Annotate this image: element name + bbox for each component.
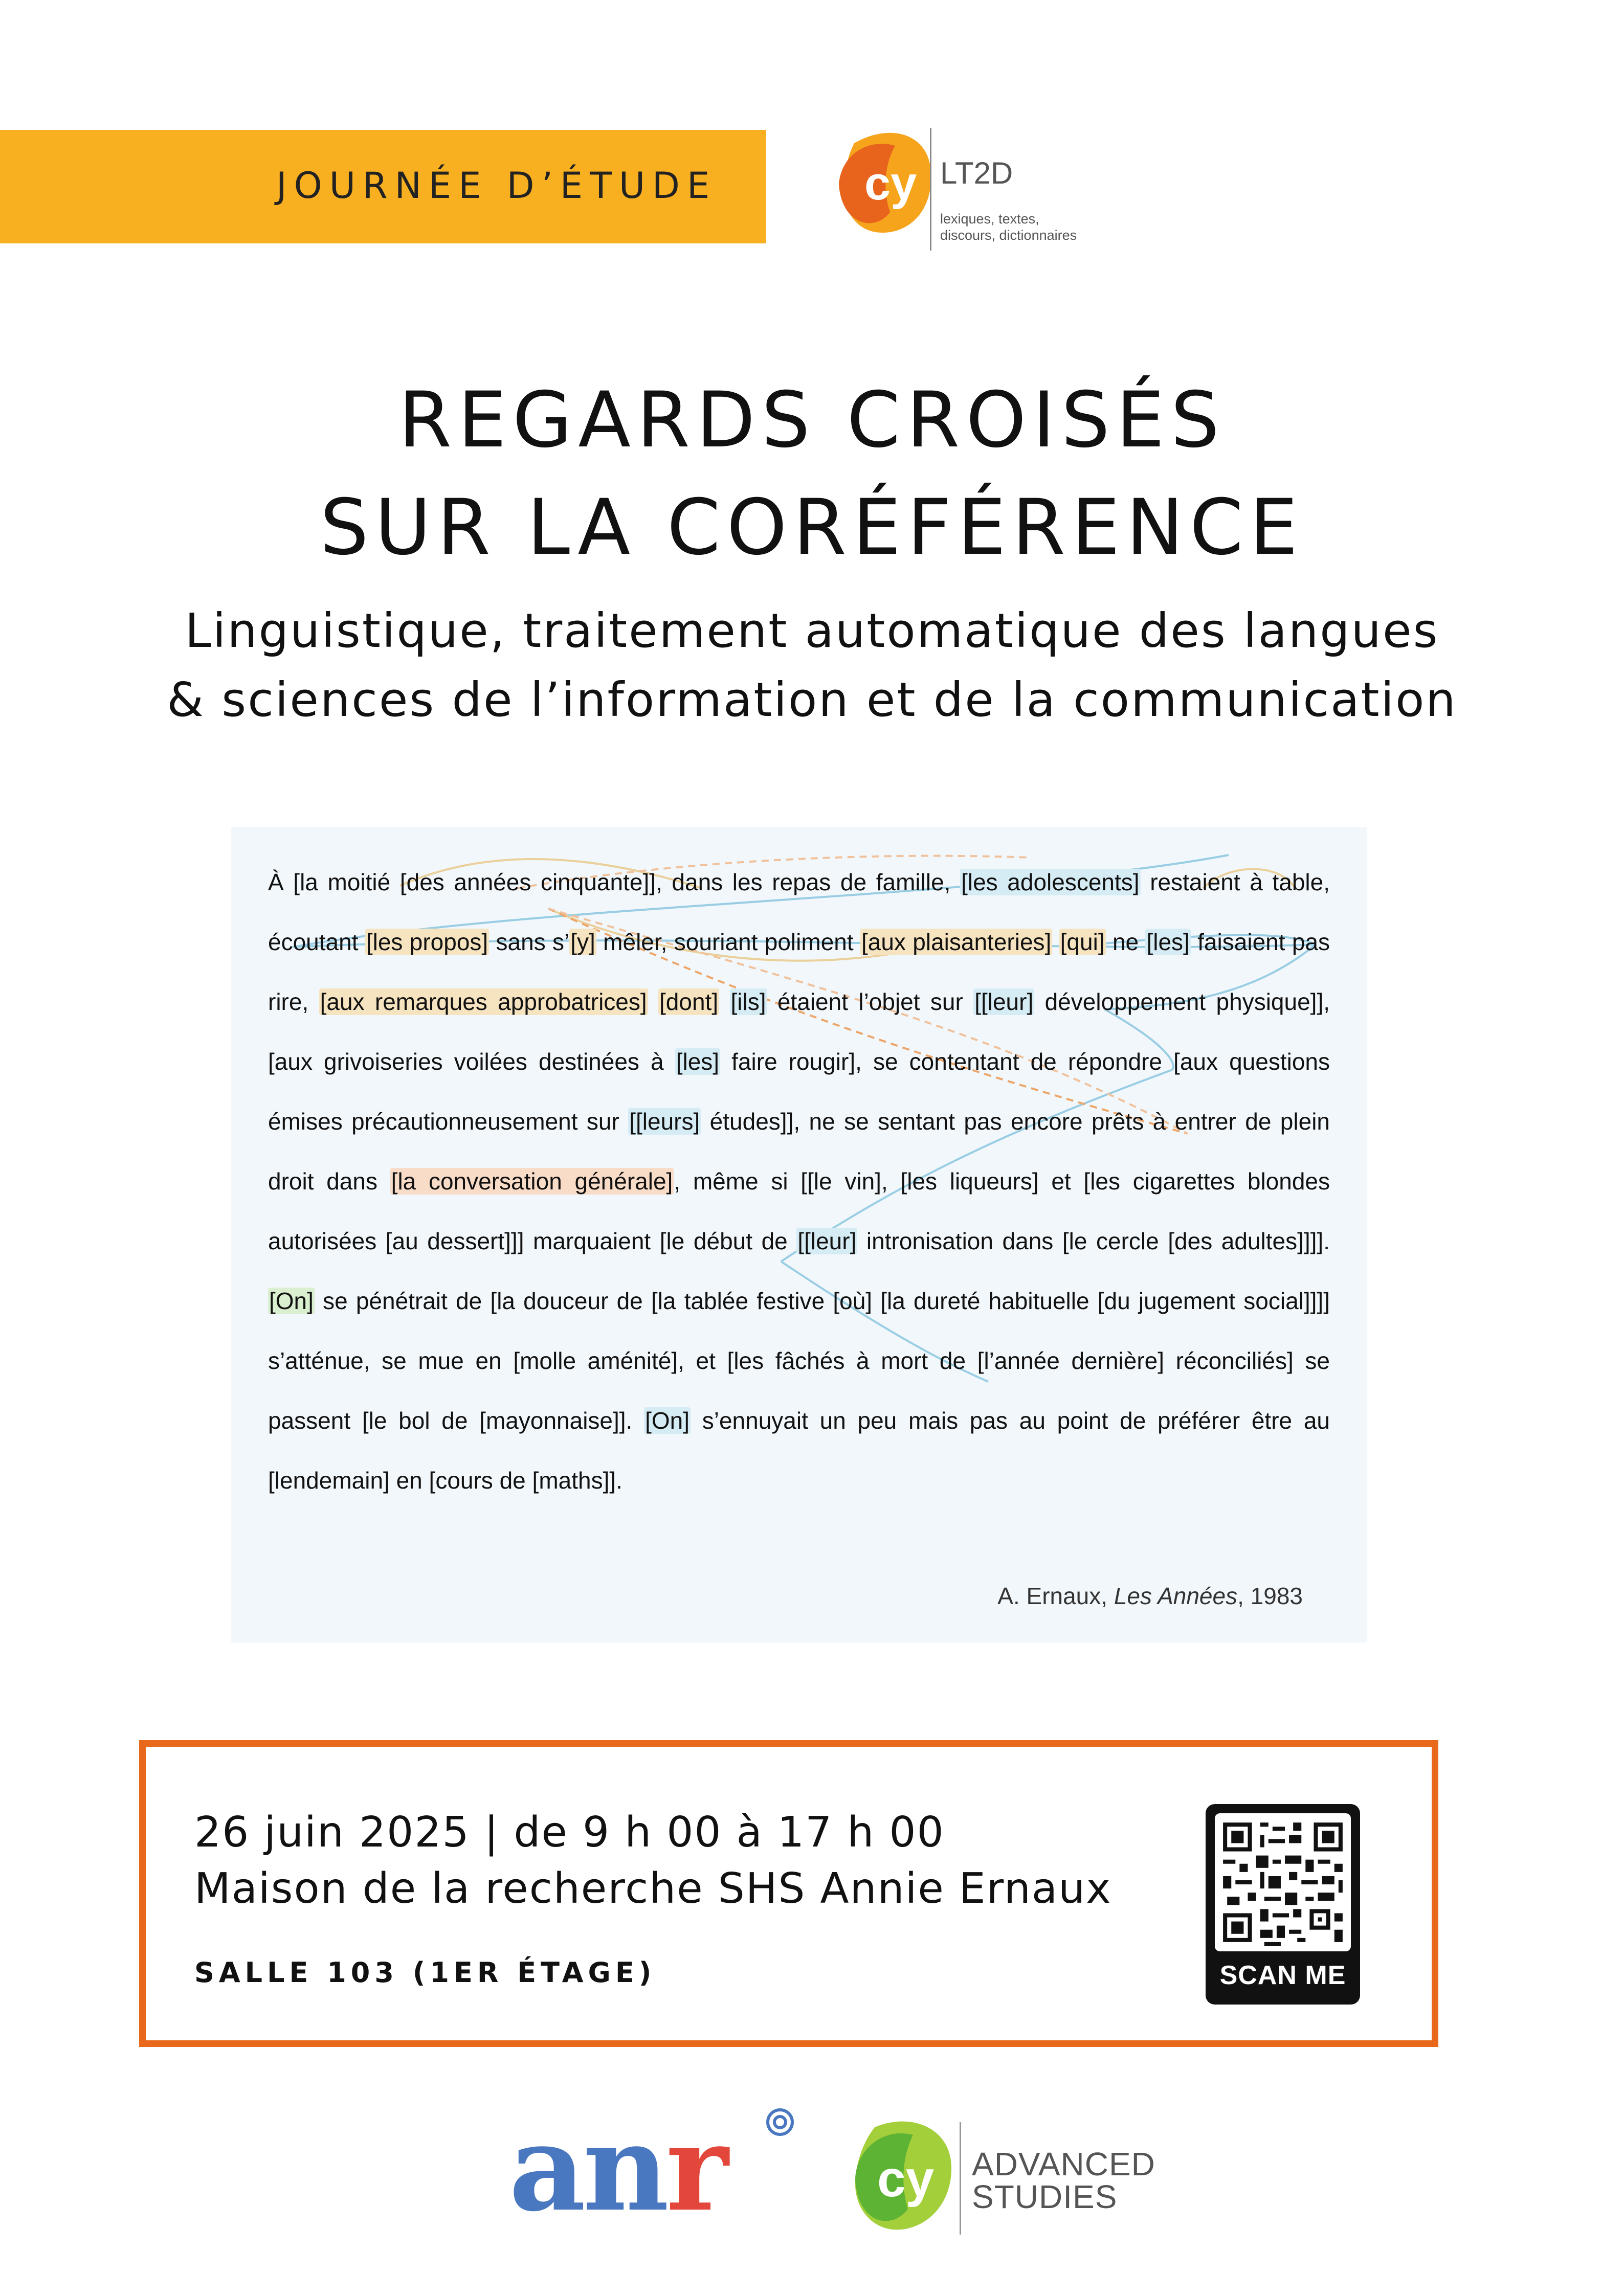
event-info-box (139, 1740, 1438, 2047)
mention-highlight: [qui] (1060, 929, 1105, 955)
mention-highlight: [dont] (659, 988, 719, 1015)
quote-text-segment: À [la moitié [des années cinquante]], dans les repas de famille, (268, 869, 961, 895)
mention-highlight: [[leur] (974, 988, 1034, 1015)
cy-advanced-line-2: STUDIES (972, 2178, 1118, 2215)
quote-text-segment (648, 988, 658, 1015)
quote-text-segment: s’ennuyait un peu mais pas au point de préférer être au [lendemain] en [cours de [maths]]. (268, 1407, 1330, 1494)
annotated-quote-box (231, 827, 1367, 1642)
attribution-year: , 1983 (1237, 1583, 1303, 1609)
mention-highlight: [On] (269, 1288, 314, 1314)
mention-highlight: [[leur] (797, 1228, 857, 1254)
page-title-line-1: REGARDS CROISÉS (398, 376, 1226, 465)
mention-highlight: [y] (570, 929, 595, 955)
quote-text-segment (719, 988, 729, 1015)
anr-letter-r: r (666, 2098, 726, 2238)
cy-logo-mark (834, 123, 936, 256)
mention-highlight: [les adolescents] (961, 869, 1140, 895)
qr-code-icon (1215, 1813, 1351, 1951)
quote-attribution (997, 1582, 1303, 1610)
quote-text-segment: se pénétrait de [la douceur de [la tablée festive [où] [la dureté habituelle [du jugement social]]]] s’atténue, se mue en [molle aménité], et [les fâchés à mort de [l’année dernière] réconciliés] se passent [le bol de [mayonnaise]]. (268, 1288, 1330, 1434)
anr-circle-icon (765, 2107, 795, 2137)
quote-text-segment: développement physique]], [aux grivoiseries voilées destinées à (268, 988, 1330, 1075)
mention-highlight: [On] (645, 1407, 690, 1434)
anr-letter-a: a (509, 2098, 583, 2238)
qr-code-badge[interactable] (1206, 1804, 1360, 2005)
lt2d-tagline-2: discours, dictionnaires (940, 228, 1077, 243)
mention-highlight: [aux remarques approbatrices] (320, 988, 647, 1015)
quote-text-segment: faire rougir], se contentant de répondre [aux questions émises précautionneusement sur (268, 1048, 1330, 1135)
mention-highlight: [[leurs] (629, 1108, 700, 1135)
quote-text-segment (1052, 929, 1059, 955)
quote-text-segment: ne (1105, 929, 1146, 955)
anr-wordmark (509, 2098, 726, 2238)
mention-highlight: [la conversation générale] (391, 1168, 673, 1195)
subtitle-line-1: Linguistique, traitement automatique des langues (185, 603, 1439, 658)
anr-letter-n: n (583, 2098, 666, 2238)
quote-text-segment: restaient à table, écoutant (268, 869, 1330, 955)
mention-highlight: [les] (1146, 929, 1190, 955)
cy-green-logo-mark (849, 2112, 956, 2245)
lt2d-tagline-1: lexiques, textes, (940, 211, 1039, 227)
quote-text-segment: mêler, souriant poliment (596, 929, 860, 955)
cy-green-letters: cy (877, 2150, 935, 2208)
quote-text-segment: intronisation dans [le cercle [des adultes]]]]. (857, 1228, 1330, 1254)
quote-text-segment: sans s’ (489, 929, 570, 955)
cy-advanced-line-1: ADVANCED (972, 2146, 1155, 2182)
event-date: 26 juin 2025 | de 9 h 00 à 17 h 00 (194, 1808, 945, 1857)
cy-letters: cy (864, 157, 917, 210)
event-place: Maison de la recherche SHS Annie Ernaux (194, 1864, 1112, 1913)
mention-highlight: [ils] (730, 988, 766, 1015)
qr-code[interactable] (1215, 1813, 1351, 1951)
quote-text (268, 852, 1330, 1511)
lt2d-logo (834, 123, 1120, 256)
subtitle-line-2: & sciences de l’information et de la communication (167, 672, 1457, 727)
lt2d-tagline (940, 211, 1077, 243)
qr-scan-label: SCAN ME (1219, 1961, 1346, 1990)
event-type-label: JOURNÉE D’ÉTUDE (276, 165, 717, 207)
quote-text-segment: étaient l’objet sur (767, 988, 974, 1015)
attribution-title: Les Années (1114, 1583, 1238, 1609)
cy-advanced-text (972, 2148, 1155, 2213)
quote-text-segment: études]], ne se sentant pas encore prêts à entrer de plein droit dans (268, 1108, 1330, 1195)
anr-logo (509, 2098, 803, 2238)
lt2d-name: LT2D (940, 156, 1013, 190)
quote-text-segment: , même si [[le vin], [les liqueurs] et [les cigarettes blondes autorisées [au dessert]]] marquaient [le début de (268, 1168, 1330, 1254)
event-room: SALLE 103 (1ER ÉTAGE) (194, 1956, 656, 1989)
quote-text-segment: faisaient pas rire, (268, 929, 1330, 1015)
mention-highlight: [les propos] (366, 929, 488, 955)
cy-advanced-divider (960, 2122, 961, 2235)
attribution-author: A. Ernaux, (997, 1583, 1114, 1609)
mention-highlight: [les] (676, 1048, 720, 1075)
cy-advanced-studies-logo (849, 2112, 1197, 2245)
event-type-banner (0, 130, 766, 243)
logo-divider (930, 128, 931, 251)
page-title-line-2: SUR LA CORÉFÉRENCE (320, 483, 1304, 572)
mention-highlight: [aux plaisanteries] (861, 929, 1052, 955)
